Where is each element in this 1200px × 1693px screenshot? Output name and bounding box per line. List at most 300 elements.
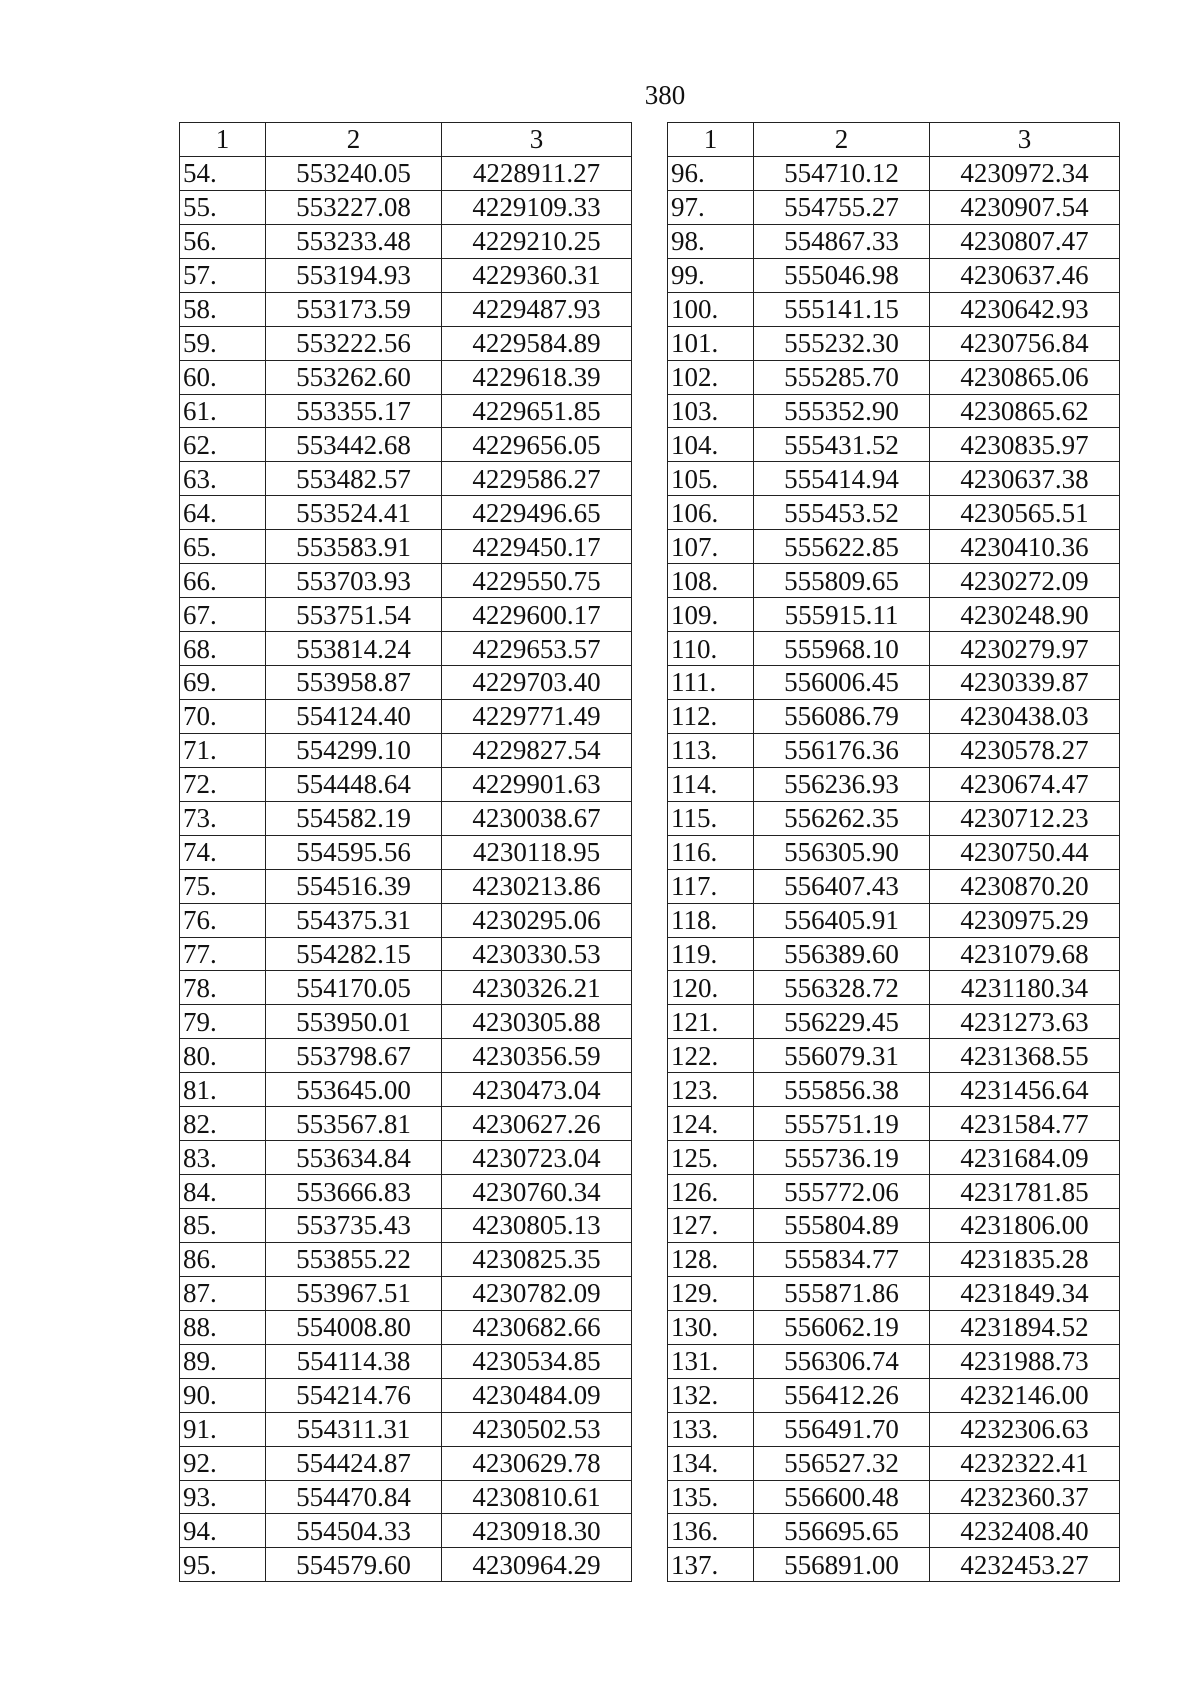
- x-coordinate-cell: 554170.05: [266, 971, 442, 1005]
- y-coordinate-cell: 4230807.47: [930, 224, 1120, 258]
- table-row: [180, 632, 632, 666]
- x-coordinate-cell: 553173.59: [266, 292, 442, 326]
- table-row: [668, 1548, 1120, 1582]
- point-number-cell: 94.: [180, 1514, 266, 1548]
- point-number-cell: 118.: [668, 903, 754, 937]
- table-row: [180, 666, 632, 700]
- point-number-cell: 134.: [668, 1446, 754, 1480]
- table-row: [180, 564, 632, 598]
- x-coordinate-cell: 553735.43: [266, 1209, 442, 1243]
- table-row: [668, 564, 1120, 598]
- x-coordinate-cell: 554579.60: [266, 1548, 442, 1582]
- x-coordinate-cell: 556412.26: [754, 1378, 930, 1412]
- y-coordinate-cell: 4229109.33: [442, 190, 632, 224]
- y-coordinate-cell: 4230907.54: [930, 190, 1120, 224]
- x-coordinate-cell: 554595.56: [266, 835, 442, 869]
- x-coordinate-cell: 554424.87: [266, 1446, 442, 1480]
- y-coordinate-cell: 4230410.36: [930, 530, 1120, 564]
- table-row: [180, 1209, 632, 1243]
- column-header: 3: [930, 123, 1120, 157]
- table-row: [668, 1005, 1120, 1039]
- point-number-cell: 91.: [180, 1412, 266, 1446]
- point-number-cell: 64.: [180, 496, 266, 530]
- point-number-cell: 113.: [668, 733, 754, 767]
- point-number-cell: 100.: [668, 292, 754, 326]
- table-row: [668, 1446, 1120, 1480]
- point-number-cell: 65.: [180, 530, 266, 564]
- y-coordinate-cell: 4229827.54: [442, 733, 632, 767]
- y-coordinate-cell: 4230810.61: [442, 1480, 632, 1514]
- y-coordinate-cell: 4231835.28: [930, 1242, 1120, 1276]
- x-coordinate-cell: 555751.19: [754, 1107, 930, 1141]
- point-number-cell: 83.: [180, 1141, 266, 1175]
- x-coordinate-cell: 556389.60: [754, 937, 930, 971]
- point-number-cell: 101.: [668, 326, 754, 360]
- x-coordinate-cell: 554448.64: [266, 767, 442, 801]
- point-number-cell: 82.: [180, 1107, 266, 1141]
- table-row: [180, 1276, 632, 1310]
- y-coordinate-cell: 4231988.73: [930, 1344, 1120, 1378]
- x-coordinate-cell: 555414.94: [754, 462, 930, 496]
- x-coordinate-cell: 555431.52: [754, 428, 930, 462]
- x-coordinate-cell: 556695.65: [754, 1514, 930, 1548]
- y-coordinate-cell: 4230637.46: [930, 258, 1120, 292]
- y-coordinate-cell: 4230356.59: [442, 1039, 632, 1073]
- x-coordinate-cell: 555871.86: [754, 1276, 930, 1310]
- y-coordinate-cell: 4231584.77: [930, 1107, 1120, 1141]
- table-row: [668, 1310, 1120, 1344]
- x-coordinate-cell: 555809.65: [754, 564, 930, 598]
- point-number-cell: 93.: [180, 1480, 266, 1514]
- y-coordinate-cell: 4230627.26: [442, 1107, 632, 1141]
- y-coordinate-cell: 4230637.38: [930, 462, 1120, 496]
- x-coordinate-cell: 553645.00: [266, 1073, 442, 1107]
- x-coordinate-cell: 553967.51: [266, 1276, 442, 1310]
- x-coordinate-cell: 553567.81: [266, 1107, 442, 1141]
- point-number-cell: 125.: [668, 1141, 754, 1175]
- x-coordinate-cell: 553814.24: [266, 632, 442, 666]
- table-row: [668, 869, 1120, 903]
- point-number-cell: 78.: [180, 971, 266, 1005]
- point-number-cell: 130.: [668, 1310, 754, 1344]
- point-number-cell: 86.: [180, 1242, 266, 1276]
- y-coordinate-cell: 4230865.62: [930, 394, 1120, 428]
- x-coordinate-cell: 554516.39: [266, 869, 442, 903]
- table-row: [668, 937, 1120, 971]
- table-row: [668, 971, 1120, 1005]
- point-number-cell: 79.: [180, 1005, 266, 1039]
- point-number-cell: 92.: [180, 1446, 266, 1480]
- x-coordinate-cell: 556306.74: [754, 1344, 930, 1378]
- y-coordinate-cell: 4231849.34: [930, 1276, 1120, 1310]
- point-number-cell: 69.: [180, 666, 266, 700]
- y-coordinate-cell: 4230565.51: [930, 496, 1120, 530]
- y-coordinate-cell: 4230038.67: [442, 801, 632, 835]
- point-number-cell: 59.: [180, 326, 266, 360]
- table-row: [668, 1514, 1120, 1548]
- table-row: [180, 733, 632, 767]
- table-row: [180, 869, 632, 903]
- point-number-cell: 112.: [668, 699, 754, 733]
- table-row: [180, 598, 632, 632]
- y-coordinate-cell: 4229584.89: [442, 326, 632, 360]
- point-number-cell: 90.: [180, 1378, 266, 1412]
- x-coordinate-cell: 553798.67: [266, 1039, 442, 1073]
- point-number-cell: 54.: [180, 156, 266, 190]
- y-coordinate-cell: 4229651.85: [442, 394, 632, 428]
- column-header: 2: [266, 123, 442, 157]
- table-row: [180, 530, 632, 564]
- y-coordinate-cell: 4230534.85: [442, 1344, 632, 1378]
- x-coordinate-cell: 556006.45: [754, 666, 930, 700]
- x-coordinate-cell: 553194.93: [266, 258, 442, 292]
- x-coordinate-cell: 553855.22: [266, 1242, 442, 1276]
- y-coordinate-cell: 4231684.09: [930, 1141, 1120, 1175]
- point-number-cell: 129.: [668, 1276, 754, 1310]
- y-coordinate-cell: 4229703.40: [442, 666, 632, 700]
- y-coordinate-cell: 4230865.06: [930, 360, 1120, 394]
- x-coordinate-cell: 554470.84: [266, 1480, 442, 1514]
- table-header-row: [668, 123, 1120, 157]
- x-coordinate-cell: 555804.89: [754, 1209, 930, 1243]
- y-coordinate-cell: 4230326.21: [442, 971, 632, 1005]
- point-number-cell: 77.: [180, 937, 266, 971]
- y-coordinate-cell: 4230295.06: [442, 903, 632, 937]
- table-row: [668, 156, 1120, 190]
- y-coordinate-cell: 4230279.97: [930, 632, 1120, 666]
- table-row: [180, 903, 632, 937]
- point-number-cell: 95.: [180, 1548, 266, 1582]
- column-header: 1: [668, 123, 754, 157]
- x-coordinate-cell: 555772.06: [754, 1175, 930, 1209]
- x-coordinate-cell: 553524.41: [266, 496, 442, 530]
- table-row: [668, 632, 1120, 666]
- table-row: [180, 1412, 632, 1446]
- x-coordinate-cell: 554008.80: [266, 1310, 442, 1344]
- point-number-cell: 136.: [668, 1514, 754, 1548]
- y-coordinate-cell: 4231180.34: [930, 971, 1120, 1005]
- table-row: [180, 258, 632, 292]
- y-coordinate-cell: 4231806.00: [930, 1209, 1120, 1243]
- y-coordinate-cell: 4230484.09: [442, 1378, 632, 1412]
- x-coordinate-cell: 556407.43: [754, 869, 930, 903]
- table-row: [668, 224, 1120, 258]
- table-row: [180, 224, 632, 258]
- y-coordinate-cell: 4230975.29: [930, 903, 1120, 937]
- x-coordinate-cell: 553355.17: [266, 394, 442, 428]
- table-row: [668, 1209, 1120, 1243]
- table-row: [668, 190, 1120, 224]
- y-coordinate-cell: 4232322.41: [930, 1446, 1120, 1480]
- table-row: [668, 1378, 1120, 1412]
- point-number-cell: 119.: [668, 937, 754, 971]
- x-coordinate-cell: 553634.84: [266, 1141, 442, 1175]
- point-number-cell: 88.: [180, 1310, 266, 1344]
- y-coordinate-cell: 4230438.03: [930, 699, 1120, 733]
- y-coordinate-cell: 4230825.35: [442, 1242, 632, 1276]
- y-coordinate-cell: 4230248.90: [930, 598, 1120, 632]
- table-row: [180, 190, 632, 224]
- point-number-cell: 85.: [180, 1209, 266, 1243]
- point-number-cell: 61.: [180, 394, 266, 428]
- point-number-cell: 106.: [668, 496, 754, 530]
- table-row: [668, 1412, 1120, 1446]
- table-row: [668, 1242, 1120, 1276]
- y-coordinate-cell: 4229600.17: [442, 598, 632, 632]
- point-number-cell: 73.: [180, 801, 266, 835]
- x-coordinate-cell: 556891.00: [754, 1548, 930, 1582]
- y-coordinate-cell: 4230964.29: [442, 1548, 632, 1582]
- y-coordinate-cell: 4230339.87: [930, 666, 1120, 700]
- y-coordinate-cell: 4230642.93: [930, 292, 1120, 326]
- table-row: [180, 1310, 632, 1344]
- x-coordinate-cell: 553583.91: [266, 530, 442, 564]
- x-coordinate-cell: 554504.33: [266, 1514, 442, 1548]
- table-row: [180, 801, 632, 835]
- y-coordinate-cell: 4229210.25: [442, 224, 632, 258]
- x-coordinate-cell: 556229.45: [754, 1005, 930, 1039]
- point-number-cell: 62.: [180, 428, 266, 462]
- y-coordinate-cell: 4230712.23: [930, 801, 1120, 835]
- table-row: [180, 1175, 632, 1209]
- table-row: [180, 496, 632, 530]
- y-coordinate-cell: 4230918.30: [442, 1514, 632, 1548]
- y-coordinate-cell: 4230682.66: [442, 1310, 632, 1344]
- x-coordinate-cell: 553233.48: [266, 224, 442, 258]
- point-number-cell: 89.: [180, 1344, 266, 1378]
- table-row: [668, 258, 1120, 292]
- y-coordinate-cell: 4230805.13: [442, 1209, 632, 1243]
- x-coordinate-cell: 556176.36: [754, 733, 930, 767]
- x-coordinate-cell: 556405.91: [754, 903, 930, 937]
- x-coordinate-cell: 554214.76: [266, 1378, 442, 1412]
- point-number-cell: 126.: [668, 1175, 754, 1209]
- y-coordinate-cell: 4232453.27: [930, 1548, 1120, 1582]
- y-coordinate-cell: 4230835.97: [930, 428, 1120, 462]
- x-coordinate-cell: 555736.19: [754, 1141, 930, 1175]
- x-coordinate-cell: 555834.77: [754, 1242, 930, 1276]
- point-number-cell: 66.: [180, 564, 266, 598]
- x-coordinate-cell: 556328.72: [754, 971, 930, 1005]
- y-coordinate-cell: 4230213.86: [442, 869, 632, 903]
- table-row: [668, 326, 1120, 360]
- point-number-cell: 81.: [180, 1073, 266, 1107]
- table-row: [180, 1480, 632, 1514]
- page-number: 380: [644, 80, 686, 110]
- table-row: [668, 462, 1120, 496]
- x-coordinate-cell: 554124.40: [266, 699, 442, 733]
- point-number-cell: 120.: [668, 971, 754, 1005]
- x-coordinate-cell: 553262.60: [266, 360, 442, 394]
- table-row: [668, 1344, 1120, 1378]
- point-number-cell: 99.: [668, 258, 754, 292]
- point-number-cell: 70.: [180, 699, 266, 733]
- y-coordinate-cell: 4231273.63: [930, 1005, 1120, 1039]
- y-coordinate-cell: 4232360.37: [930, 1480, 1120, 1514]
- x-coordinate-cell: 555622.85: [754, 530, 930, 564]
- table-row: [180, 1446, 632, 1480]
- point-number-cell: 57.: [180, 258, 266, 292]
- table-row: [180, 1039, 632, 1073]
- y-coordinate-cell: 4231894.52: [930, 1310, 1120, 1344]
- y-coordinate-cell: 4230629.78: [442, 1446, 632, 1480]
- y-coordinate-cell: 4230305.88: [442, 1005, 632, 1039]
- y-coordinate-cell: 4229618.39: [442, 360, 632, 394]
- point-number-cell: 108.: [668, 564, 754, 598]
- point-number-cell: 75.: [180, 869, 266, 903]
- x-coordinate-cell: 554114.38: [266, 1344, 442, 1378]
- point-number-cell: 115.: [668, 801, 754, 835]
- table-row: [668, 1073, 1120, 1107]
- x-coordinate-cell: 554299.10: [266, 733, 442, 767]
- x-coordinate-cell: 556491.70: [754, 1412, 930, 1446]
- y-coordinate-cell: 4230578.27: [930, 733, 1120, 767]
- table-row: [180, 326, 632, 360]
- point-number-cell: 58.: [180, 292, 266, 326]
- point-number-cell: 84.: [180, 1175, 266, 1209]
- x-coordinate-cell: 555856.38: [754, 1073, 930, 1107]
- table-row: [668, 598, 1120, 632]
- y-coordinate-cell: 4229901.63: [442, 767, 632, 801]
- x-coordinate-cell: 554710.12: [754, 156, 930, 190]
- point-number-cell: 98.: [668, 224, 754, 258]
- x-coordinate-cell: 555915.11: [754, 598, 930, 632]
- y-coordinate-cell: 4230870.20: [930, 869, 1120, 903]
- table-row: [668, 1107, 1120, 1141]
- point-number-cell: 63.: [180, 462, 266, 496]
- x-coordinate-cell: 556086.79: [754, 699, 930, 733]
- x-coordinate-cell: 555352.90: [754, 394, 930, 428]
- y-coordinate-cell: 4229360.31: [442, 258, 632, 292]
- point-number-cell: 97.: [668, 190, 754, 224]
- table-row: [180, 360, 632, 394]
- point-number-cell: 124.: [668, 1107, 754, 1141]
- point-number-cell: 135.: [668, 1480, 754, 1514]
- table-row: [180, 394, 632, 428]
- table-row: [180, 1141, 632, 1175]
- point-number-cell: 103.: [668, 394, 754, 428]
- table-row: [668, 699, 1120, 733]
- x-coordinate-cell: 553958.87: [266, 666, 442, 700]
- point-number-cell: 123.: [668, 1073, 754, 1107]
- table-row: [668, 767, 1120, 801]
- table-row: [180, 156, 632, 190]
- y-coordinate-cell: 4230972.34: [930, 156, 1120, 190]
- table-row: [668, 394, 1120, 428]
- point-number-cell: 132.: [668, 1378, 754, 1412]
- y-coordinate-cell: 4230118.95: [442, 835, 632, 869]
- point-number-cell: 74.: [180, 835, 266, 869]
- x-coordinate-cell: 556305.90: [754, 835, 930, 869]
- x-coordinate-cell: 554755.27: [754, 190, 930, 224]
- y-coordinate-cell: 4230760.34: [442, 1175, 632, 1209]
- y-coordinate-cell: 4228911.27: [442, 156, 632, 190]
- point-number-cell: 133.: [668, 1412, 754, 1446]
- y-coordinate-cell: 4231079.68: [930, 937, 1120, 971]
- point-number-cell: 111.: [668, 666, 754, 700]
- point-number-cell: 105.: [668, 462, 754, 496]
- table-row: [180, 1514, 632, 1548]
- point-number-cell: 76.: [180, 903, 266, 937]
- x-coordinate-cell: 553227.08: [266, 190, 442, 224]
- point-number-cell: 109.: [668, 598, 754, 632]
- x-coordinate-cell: 555232.30: [754, 326, 930, 360]
- x-coordinate-cell: 556262.35: [754, 801, 930, 835]
- point-number-cell: 127.: [668, 1209, 754, 1243]
- point-number-cell: 121.: [668, 1005, 754, 1039]
- table-row: [180, 462, 632, 496]
- table-row: [668, 428, 1120, 462]
- y-coordinate-cell: 4230330.53: [442, 937, 632, 971]
- table-row: [180, 1344, 632, 1378]
- point-number-cell: 102.: [668, 360, 754, 394]
- x-coordinate-cell: 555968.10: [754, 632, 930, 666]
- x-coordinate-cell: 553666.83: [266, 1175, 442, 1209]
- point-number-cell: 96.: [668, 156, 754, 190]
- x-coordinate-cell: 553703.93: [266, 564, 442, 598]
- y-coordinate-cell: 4229496.65: [442, 496, 632, 530]
- table-row: [668, 496, 1120, 530]
- y-coordinate-cell: 4230473.04: [442, 1073, 632, 1107]
- y-coordinate-cell: 4229450.17: [442, 530, 632, 564]
- point-number-cell: 122.: [668, 1039, 754, 1073]
- y-coordinate-cell: 4230272.09: [930, 564, 1120, 598]
- column-header: 1: [180, 123, 266, 157]
- point-number-cell: 107.: [668, 530, 754, 564]
- x-coordinate-cell: 554282.15: [266, 937, 442, 971]
- table-row: [180, 292, 632, 326]
- table-row: [180, 835, 632, 869]
- x-coordinate-cell: 555141.15: [754, 292, 930, 326]
- x-coordinate-cell: 555285.70: [754, 360, 930, 394]
- point-number-cell: 80.: [180, 1039, 266, 1073]
- table-row: [668, 801, 1120, 835]
- y-coordinate-cell: 4232408.40: [930, 1514, 1120, 1548]
- y-coordinate-cell: 4230782.09: [442, 1276, 632, 1310]
- coordinates-table-left: [179, 122, 632, 1582]
- x-coordinate-cell: 556062.19: [754, 1310, 930, 1344]
- table-row: [668, 1480, 1120, 1514]
- point-number-cell: 128.: [668, 1242, 754, 1276]
- point-number-cell: 131.: [668, 1344, 754, 1378]
- table-row: [180, 1242, 632, 1276]
- table-row: [180, 1548, 632, 1582]
- table-row: [668, 835, 1120, 869]
- column-header: 2: [754, 123, 930, 157]
- point-number-cell: 137.: [668, 1548, 754, 1582]
- y-coordinate-cell: 4229487.93: [442, 292, 632, 326]
- x-coordinate-cell: 554867.33: [754, 224, 930, 258]
- table-row: [180, 428, 632, 462]
- y-coordinate-cell: 4229653.57: [442, 632, 632, 666]
- point-number-cell: 60.: [180, 360, 266, 394]
- table-row: [668, 360, 1120, 394]
- table-row: [668, 666, 1120, 700]
- point-number-cell: 56.: [180, 224, 266, 258]
- table-row: [668, 530, 1120, 564]
- table-row: [668, 1141, 1120, 1175]
- y-coordinate-cell: 4230723.04: [442, 1141, 632, 1175]
- point-number-cell: 110.: [668, 632, 754, 666]
- table-row: [180, 1107, 632, 1141]
- y-coordinate-cell: 4229550.75: [442, 564, 632, 598]
- x-coordinate-cell: 556236.93: [754, 767, 930, 801]
- x-coordinate-cell: 553222.56: [266, 326, 442, 360]
- table-row: [668, 733, 1120, 767]
- point-number-cell: 71.: [180, 733, 266, 767]
- y-coordinate-cell: 4230750.44: [930, 835, 1120, 869]
- y-coordinate-cell: 4230756.84: [930, 326, 1120, 360]
